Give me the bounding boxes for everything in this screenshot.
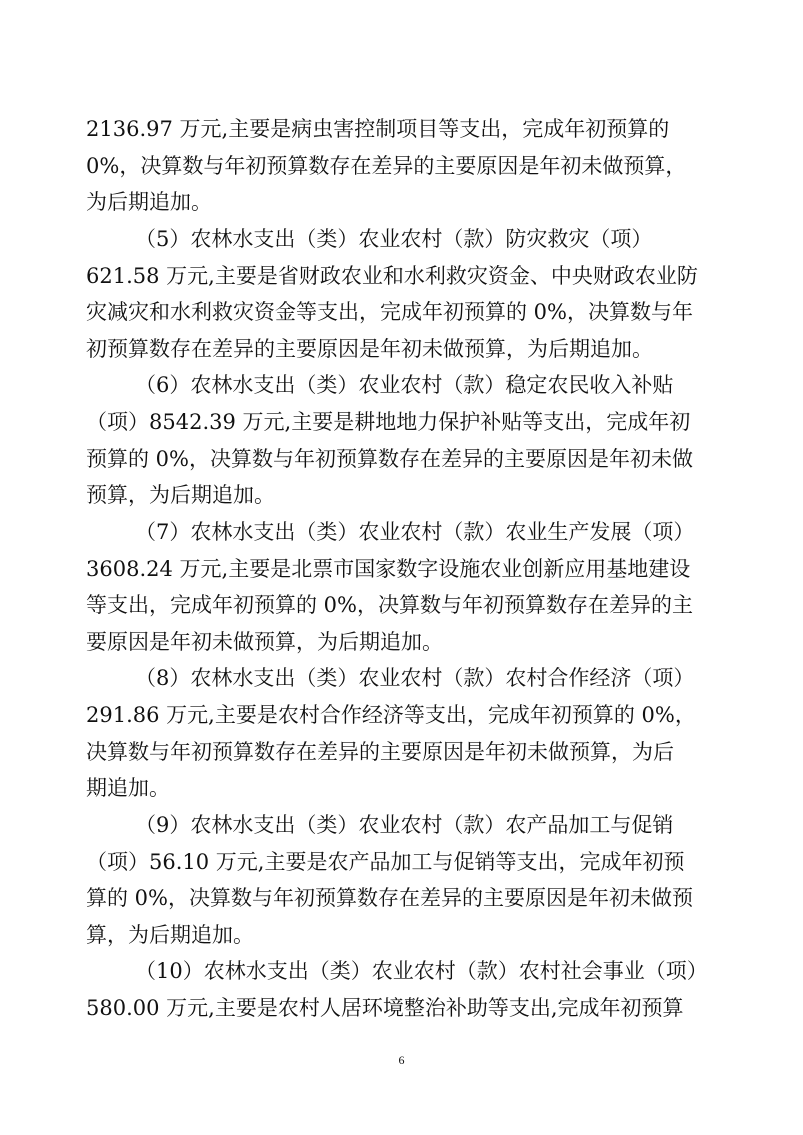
paragraph-line-12: （7）农林水支出（类）农业农村（款）农业生产发展（项） — [135, 520, 695, 544]
paragraph-line-18: 决算数与年初预算数存在差异的主要原因是年初未做预算，为后 — [86, 740, 674, 764]
paragraph-line-23: 算，为后期追加。 — [86, 923, 254, 947]
paragraph-line-8: （6）农林水支出（类）农业农村（款）稳定农民收入补贴 — [135, 373, 674, 397]
paragraph-line-11: 预算，为后期追加。 — [86, 483, 275, 507]
paragraph-line-25: 580.00 万元,主要是农村人居环境整治补助等支出,完成年初预算 — [86, 996, 684, 1020]
paragraph-line-2: 0%，决算数与年初预算数存在差异的主要原因是年初未做预算， — [86, 154, 687, 178]
paragraph-line-9: （项）8542.39 万元,主要是耕地地力保护补贴等支出，完成年初 — [86, 410, 691, 434]
paragraph-line-17: 291.86 万元,主要是农村合作经济等支出，完成年初预算的 0%， — [86, 703, 696, 727]
paragraph-line-4: （5）农林水支出（类）农业农村（款）防灾救灾（项） — [135, 227, 653, 251]
paragraph-line-13: 3608.24 万元,主要是北票市国家数字设施农业创新应用基地建设 — [86, 557, 691, 581]
page-number: 6 — [398, 1053, 405, 1067]
paragraph-line-1: 2136.97 万元,主要是病虫害控制项目等支出，完成年初预算的 — [86, 117, 670, 141]
paragraph-line-6: 灾减灾和水利救灾资金等支出，完成年初预算的 0%，决算数与年 — [86, 300, 693, 324]
paragraph-line-20: （9）农林水支出（类）农业农村（款）农产品加工与促销 — [135, 813, 674, 837]
paragraph-line-7: 初预算数存在差异的主要原因是年初未做预算，为后期追加。 — [86, 337, 653, 361]
paragraph-line-5: 621.58 万元,主要是省财政农业和水利救灾资金、中央财政农业防 — [86, 264, 698, 288]
paragraph-line-24: （10）农林水支出（类）农业农村（款）农村社会事业（项） — [135, 959, 708, 983]
paragraph-line-10: 预算的 0%，决算数与年初预算数存在差异的主要原因是年初未做 — [86, 447, 693, 471]
paragraph-line-3: 为后期追加。 — [86, 190, 212, 214]
paragraph-line-15: 要原因是年初未做预算，为后期追加。 — [86, 630, 443, 654]
paragraph-line-22: 算的 0%，决算数与年初预算数存在差异的主要原因是年初未做预 — [86, 886, 693, 910]
paragraph-line-16: （8）农林水支出（类）农业农村（款）农村合作经济（项） — [135, 666, 695, 690]
paragraph-line-19: 期追加。 — [86, 776, 170, 800]
paragraph-line-21: （项）56.10 万元,主要是农产品加工与促销等支出，完成年初预 — [86, 850, 685, 874]
paragraph-line-14: 等支出，完成年初预算的 0%，决算数与年初预算数存在差异的主 — [86, 593, 693, 617]
